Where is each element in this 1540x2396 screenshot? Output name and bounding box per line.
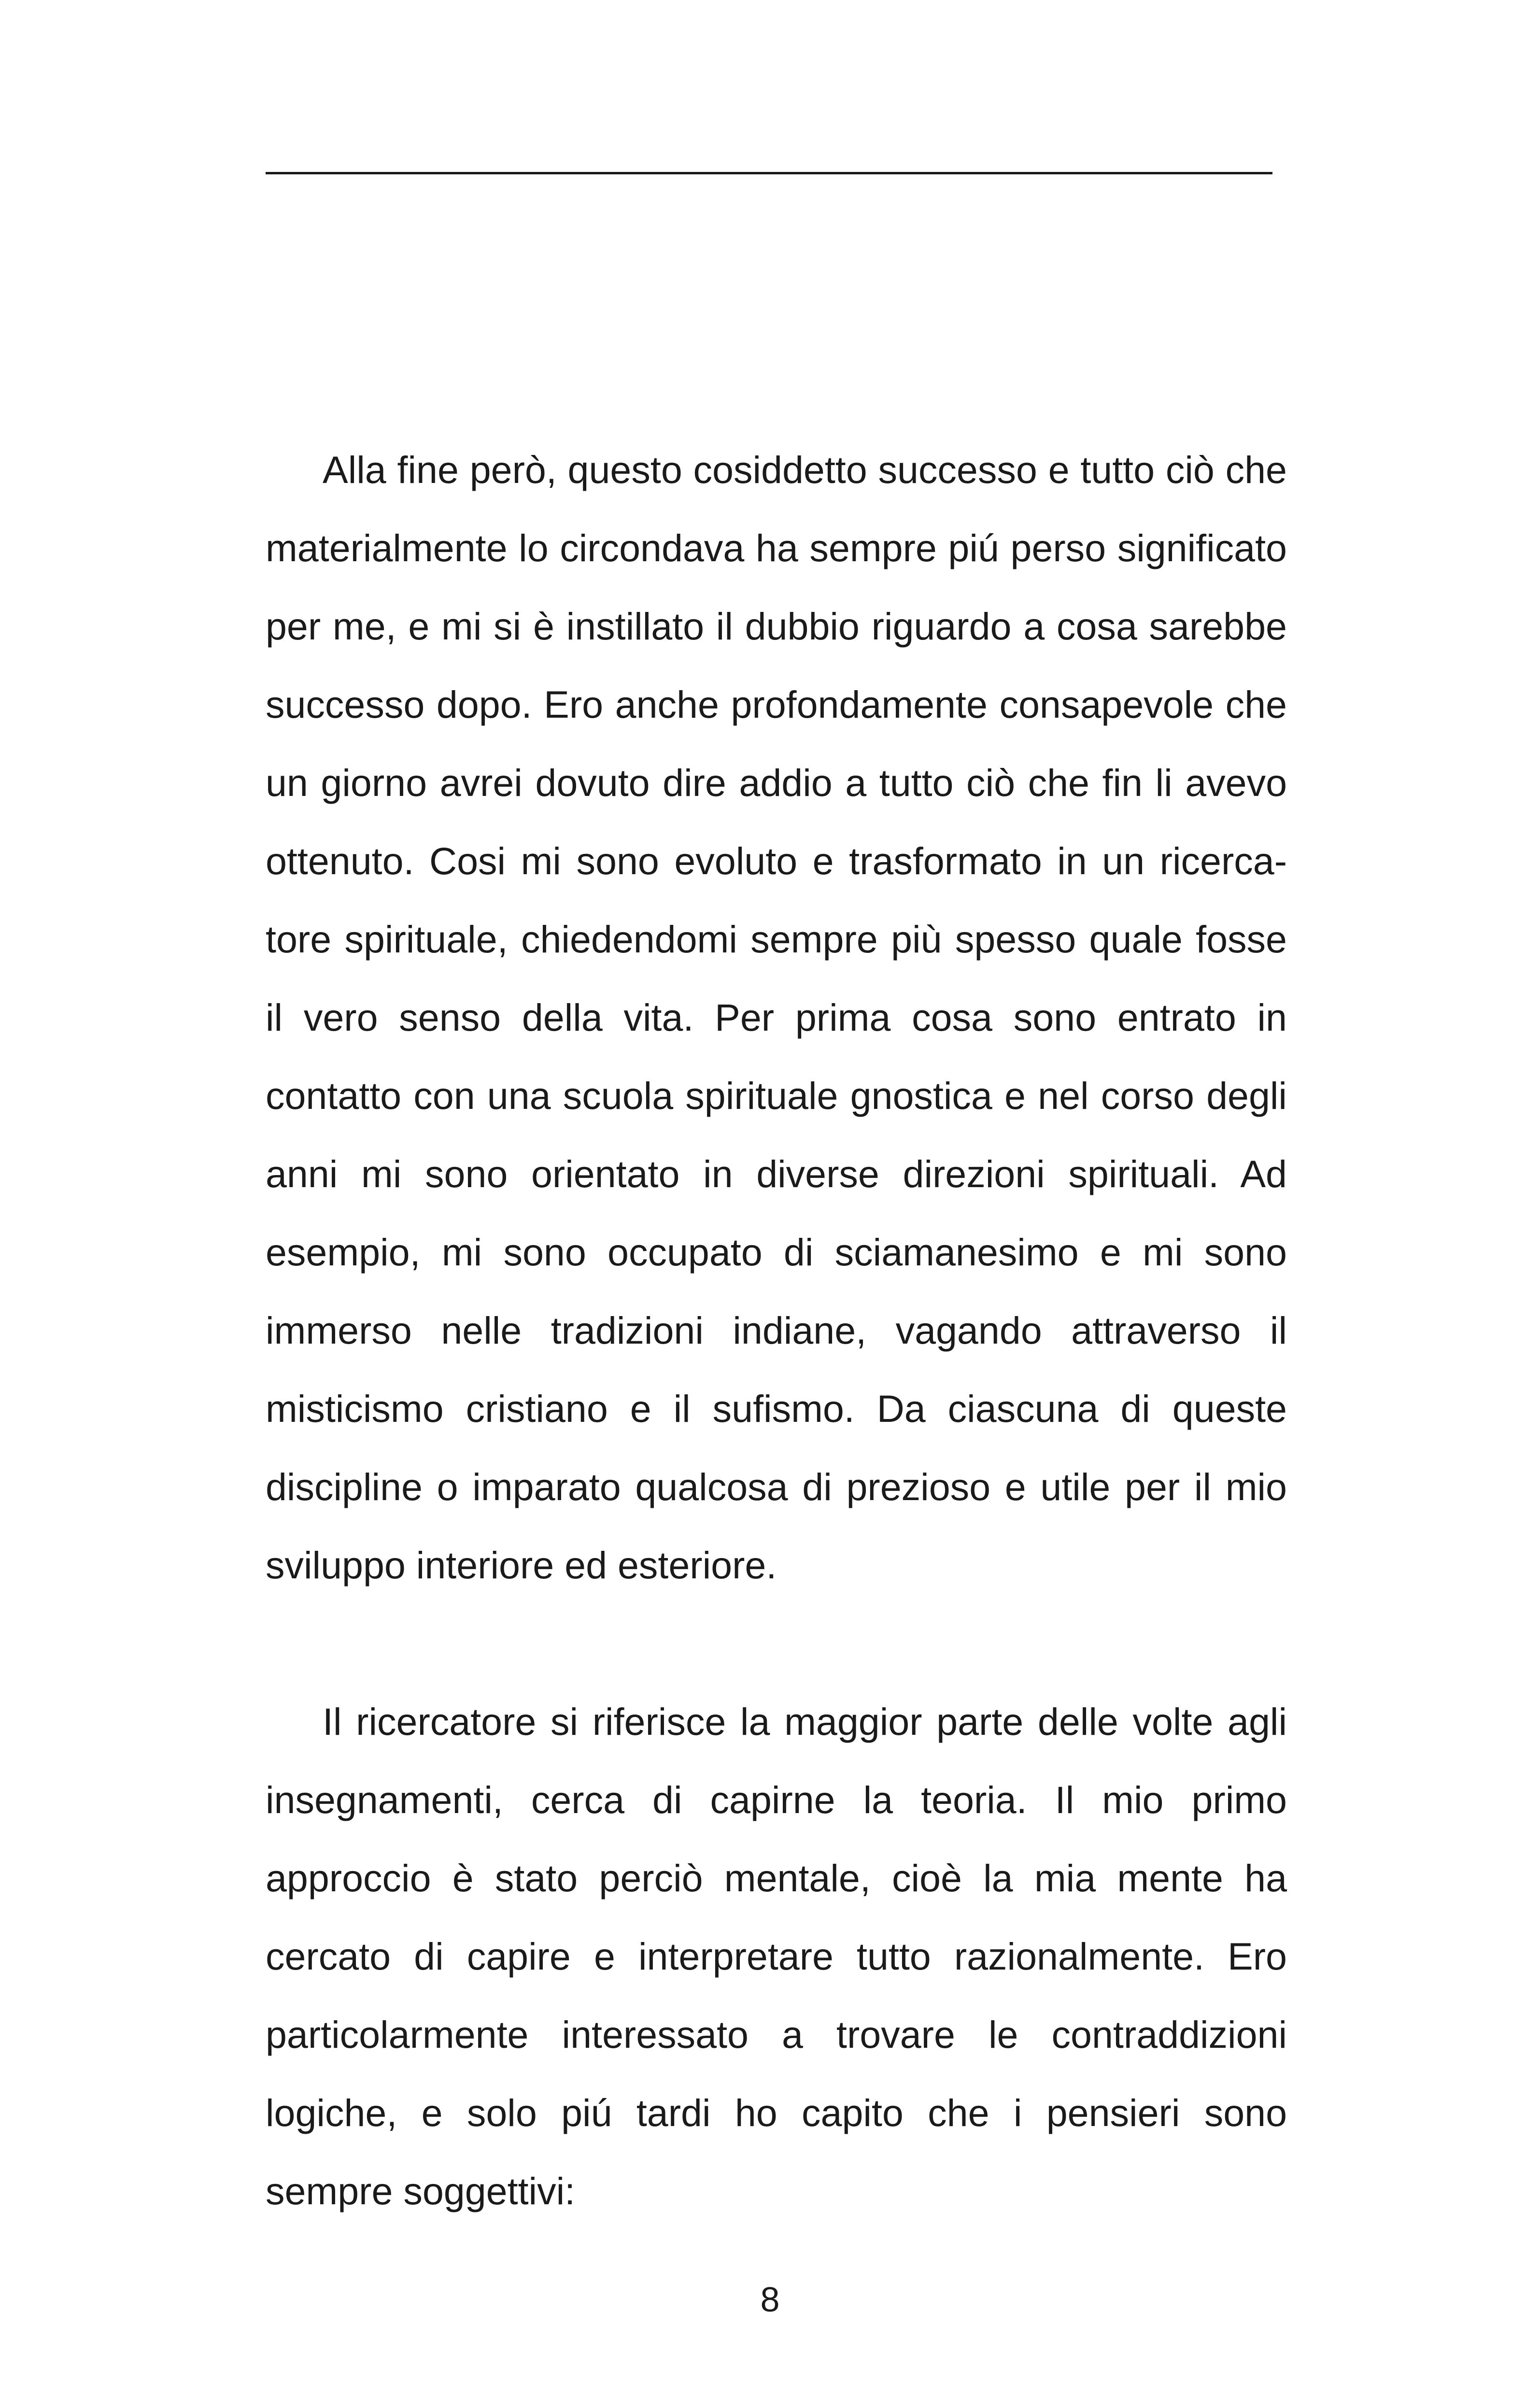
header-rule [266,172,1272,174]
body-text [266,431,1287,2230]
paragraph-1: Alla fine però, questo cosiddetto successo e tutto ciò che materialmente lo circondava ha sempre piú perso significato per me, e mi si è instillato il dubbio riguardo a cosa sarebbe successo dopo. Ero anche profondamente consapevole che un giorno avrei dovuto dire addio a tutto ciò che fin li avevo ottenuto. Cosi mi sono evoluto e trasformato in un ricercatore spirituale, chiedendomi sempre più spesso quale fosse il vero senso della vita. Per prima cosa sono entrato in contatto con una scuola spirituale gnostica e nel corso degli anni mi sono orientato in diverse direzioni spirituali. Ad esempio, mi sono occupato di sciamanesimo e mi sono immerso nelle tradizioni indiane, vagando attraverso il misticismo cristiano e il sufismo. Da ciascuna di queste discipline o imparato qualcosa di prezioso e utile per il mio sviluppo interiore ed esteriore. [266,448,1287,1587]
paragraph-2: Il ricercatore si riferisce la maggior parte delle volte agli insegnamenti, cerca di capirne la teoria. Il mio primo approccio è stato perciò mentale, cioè la mia mente ha cercato di capire e interpretare tutto razionalmente. Ero particolarmente interessato a trovare le contraddizioni logiche, e solo piú tardi ho capito che i pensieri sono sempre soggettivi: [266,1700,1287,2212]
page-number: 8 [760,2281,780,2319]
